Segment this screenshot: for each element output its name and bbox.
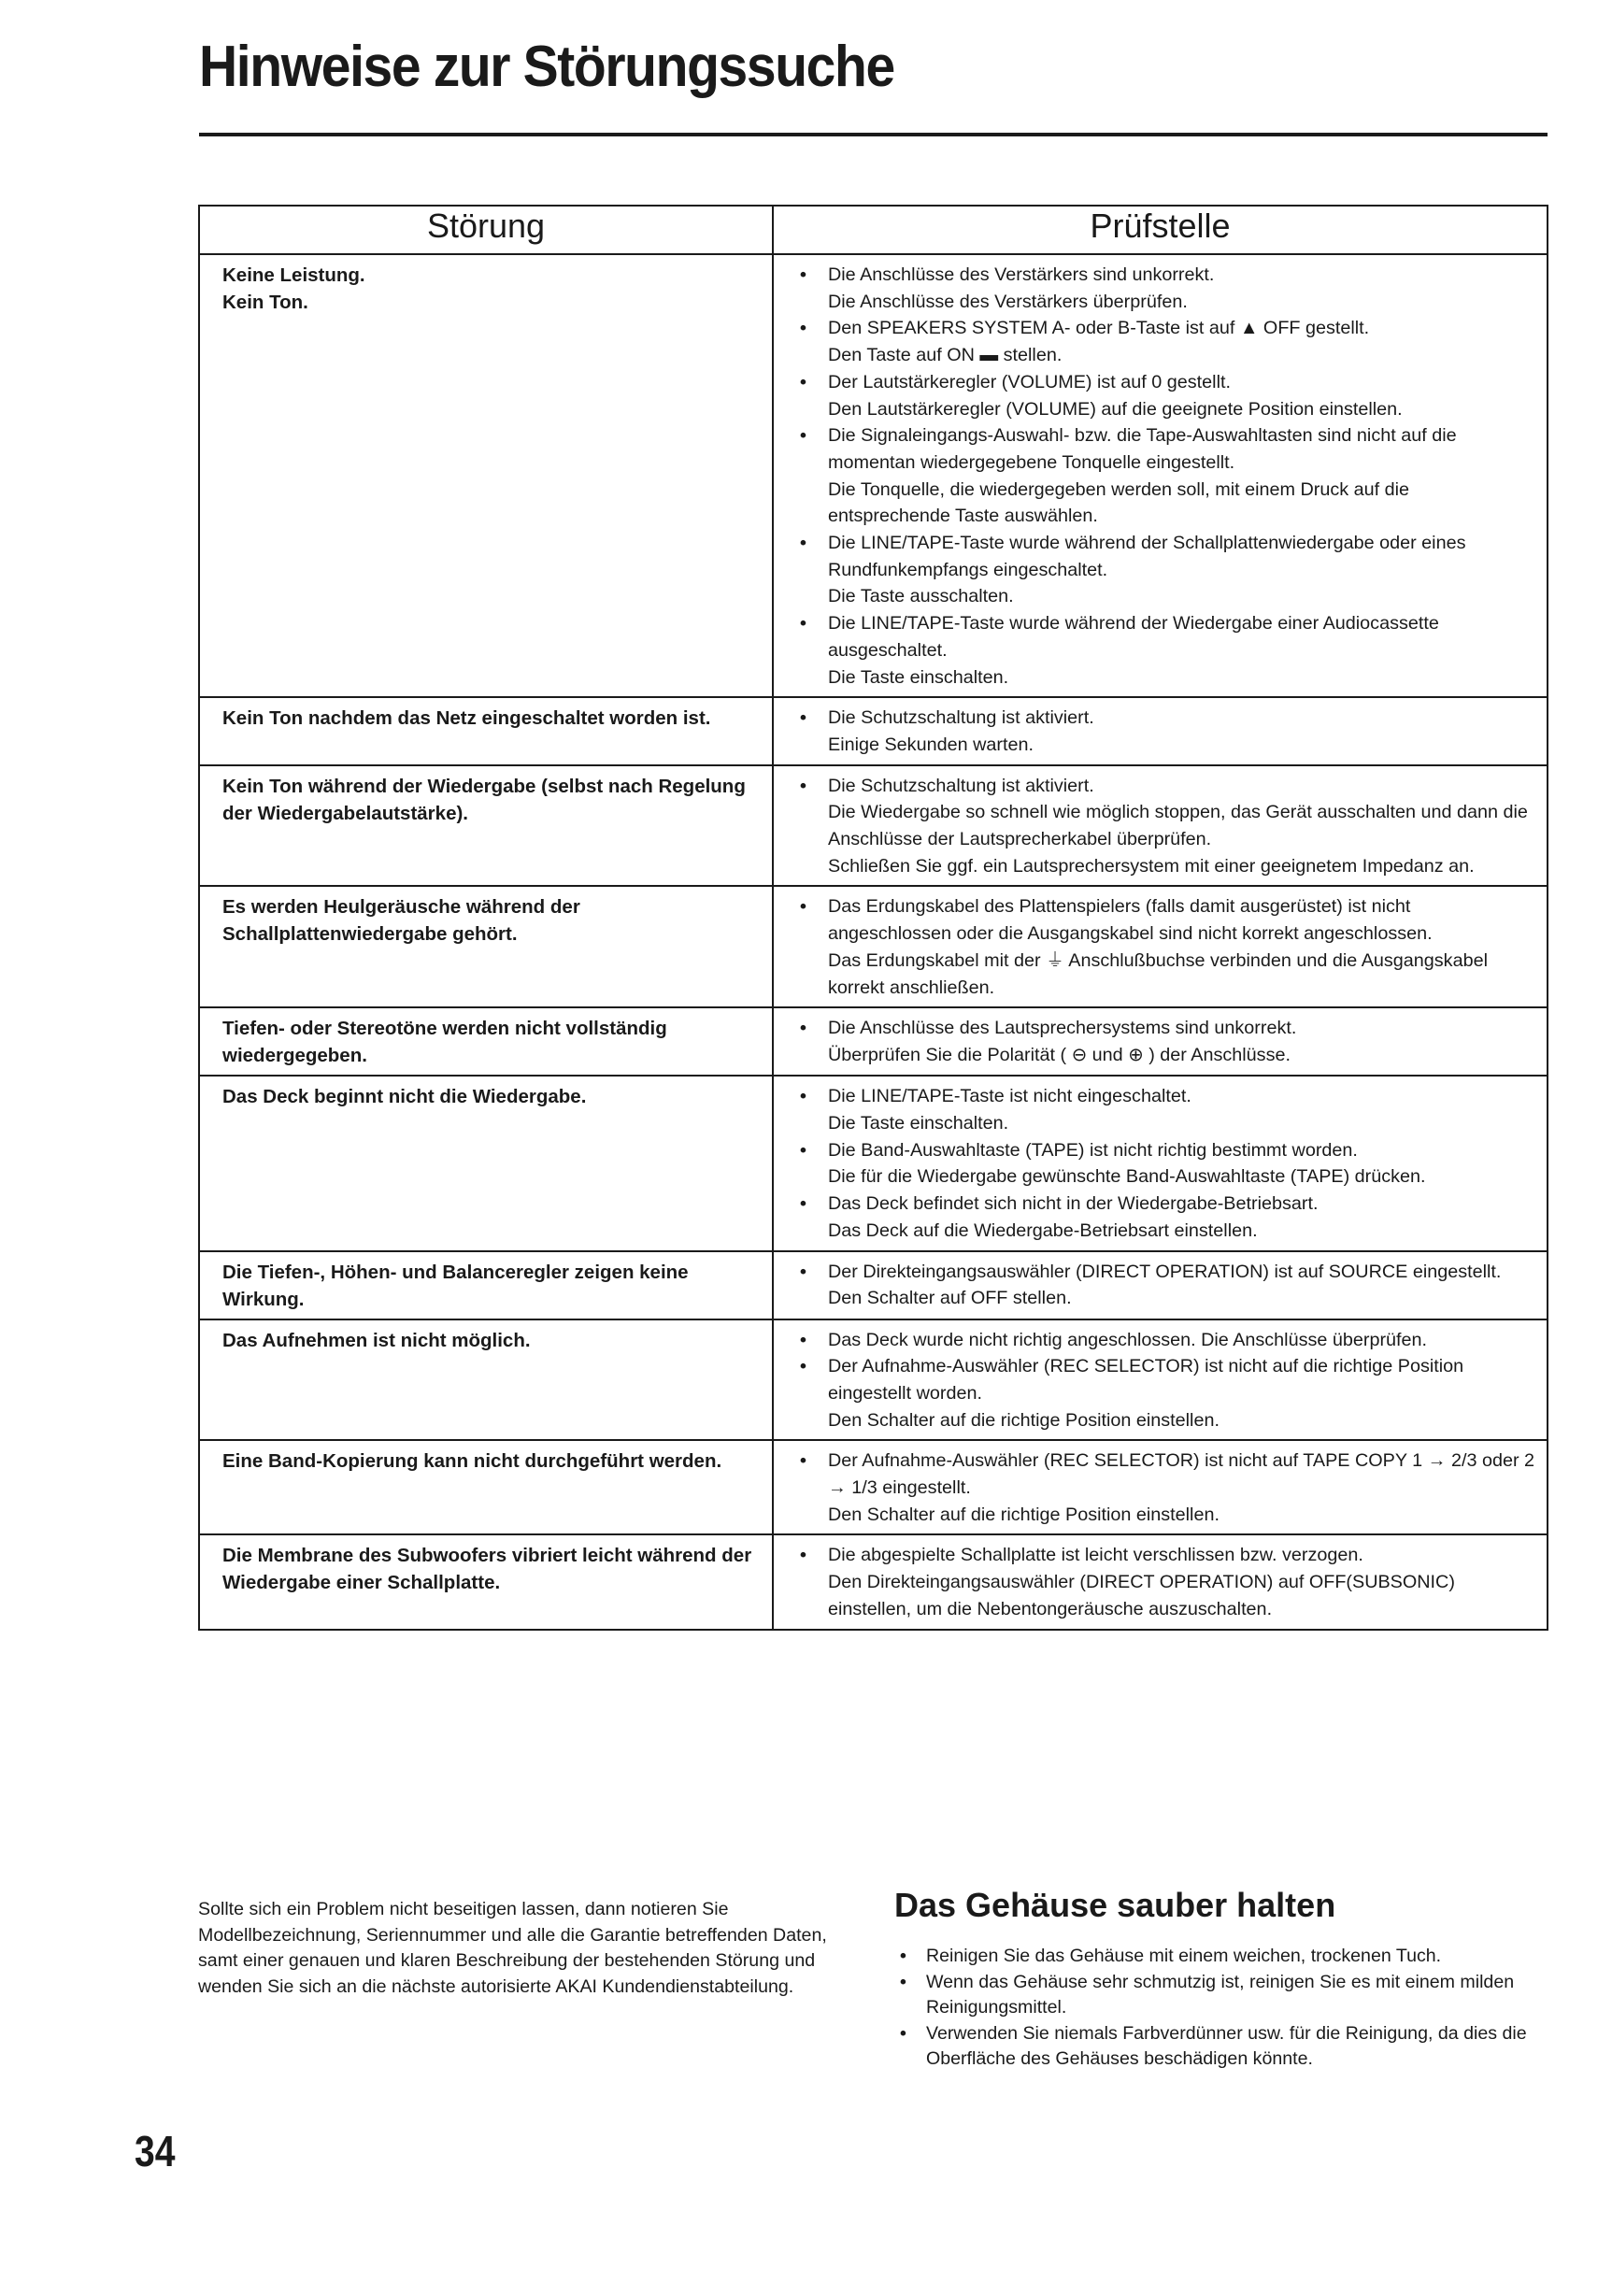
check-remedy: Die Wiedergabe so schnell wie möglich stoppen, das Gerät ausschalten und dann die Anschlüsse der Lautsprecherkabel überprüfen. Schließen Sie ggf. ein Lautsprechersystem mit einer geeignetem Impedanz an. [828,802,1528,877]
check-remedy: Überprüfen Sie die Polarität ( ⊖ und ⊕ ) der Anschlüsse. [828,1044,1291,1065]
bullet-icon: • [900,2022,906,2044]
problem-text: Es werden Heulgeräusche während der Schallplattenwiedergabe gehört. [222,896,580,946]
check-remedy: Das Erdungskabel mit der ⏚ Anschlußbuchse verbinden und die Ausgangskabel korrekt anschließen. [828,949,1488,998]
check-item [792,773,1535,880]
problem-text: Eine Band-Kopierung kann nicht durchgeführt werden. [222,1450,722,1473]
check-cell [773,1534,1548,1629]
header-check: Prüfstelle [773,206,1548,254]
header-problem: Störung [199,206,773,254]
bullet-icon: • [800,1139,806,1161]
bullet-icon: • [800,1545,806,1566]
bullet-icon: • [800,1450,806,1472]
check-item [792,1542,1535,1622]
check-cause: Die Schutzschaltung ist aktiviert. [828,707,1094,729]
bullet-icon: • [900,1971,906,1992]
problem-text: Keine Leistung. Kein Ton. [222,264,365,313]
bullet-icon: • [800,1018,806,1039]
problem-cell [199,1251,773,1319]
bullet-icon: • [800,371,806,392]
check-remedy: Den Taste auf ON ▬ stellen. [828,345,1063,366]
troubleshooting-table [198,205,1548,1631]
check-remedy: Die Taste einschalten. [828,666,1009,688]
check-item [792,1259,1535,1312]
check-item [792,1137,1535,1191]
table-row [199,1534,1548,1629]
care-list [894,1944,1548,2073]
care-item [894,1944,1548,1970]
problem-cell [199,1440,773,1534]
check-cell [773,1440,1548,1534]
check-cause: Die LINE/TAPE-Taste wurde während der Wiedergabe einer Audiocassette ausgeschaltet. [828,613,1439,661]
check-item [792,1083,1535,1136]
check-remedy: Den Direkteingangsauswähler (DIRECT OPERATION) auf OFF(SUBSONIC) einstellen, um die Nebentongeräusche auszuschalten. [828,1572,1455,1619]
check-item [792,1327,1535,1354]
bullet-icon: • [900,1946,906,1966]
page-title: Hinweise zur Störungssuche [199,35,894,99]
bullet-icon: • [800,1261,806,1282]
problem-cell [199,697,773,764]
problem-cell [199,1319,773,1441]
table-row [199,765,1548,887]
care-item-text: Verwenden Sie niemals Farbverdünner usw. für die Reinigung, da dies die Oberfläche des Gehäuses beschädigen könnte. [926,2022,1527,2069]
table-header-row [199,206,1548,254]
check-item [792,422,1535,530]
bullet-icon: • [800,1086,806,1107]
problem-text: Kein Ton während der Wiedergabe (selbst nach Regelung der Wiedergabelautstärke). [222,775,746,824]
care-item [894,1970,1548,2021]
page-number: 34 [135,2127,176,2175]
check-remedy: Die für die Wiedergabe gewünschte Band-Auswahltaste (TAPE) drücken. [828,1166,1426,1188]
check-cause: Der Direkteingangsauswähler (DIRECT OPERATION) ist auf SOURCE eingestellt. [828,1261,1502,1282]
problem-cell [199,1007,773,1076]
check-item [792,1353,1535,1433]
check-item [792,369,1535,422]
check-cause: Die Signaleingangs-Auswahl- bzw. die Tape-Auswahltasten sind nicht auf die momentan wiedergegebene Tonquelle eingestellt. [828,425,1457,473]
problem-text: Die Membrane des Subwoofers vibriert leicht während der Wiedergabe einer Schallplatte. [222,1545,752,1594]
table-row [199,1440,1548,1534]
check-cause: Die Anschlüsse des Lautsprechersystems sind unkorrekt. [828,1018,1297,1039]
check-cell [773,1007,1548,1076]
service-note: Sollte sich ein Problem nicht beseitigen lassen, dann notieren Sie Modellbezeichnung, Seriennummer und alle die Garantie betreffenden Daten, samt einer genauen und klaren Beschreibung der bestehenden Störung und wenden Sie sich an die nächste autorisierte AKAI Kundendienstabteilung. [198,1899,827,1997]
problem-cell [199,1076,773,1250]
check-cause: Die Band-Auswahltaste (TAPE) ist nicht richtig bestimmt worden. [828,1139,1358,1161]
care-item [894,2021,1548,2073]
check-cause: Das Deck befindet sich nicht in der Wiedergabe-Betriebsart. [828,1193,1319,1215]
check-cell [773,697,1548,764]
check-cell [773,765,1548,887]
check-cell [773,1076,1548,1250]
check-cause: Den SPEAKERS SYSTEM A- oder B-Taste ist auf ▲ OFF gestellt. [828,318,1370,339]
check-item [792,530,1535,610]
problem-cell [199,886,773,1007]
check-item [792,1447,1535,1528]
care-item-text: Reinigen Sie das Gehäuse mit einem weichen, trockenen Tuch. [926,1946,1442,1966]
check-cell [773,886,1548,1007]
bullet-icon: • [800,318,806,339]
problem-cell [199,254,773,697]
bullet-icon: • [800,425,806,447]
problem-cell [199,765,773,887]
check-remedy: Den Schalter auf OFF stellen. [828,1288,1072,1309]
check-item [792,262,1535,315]
bullet-icon: • [800,1193,806,1215]
table-body [199,254,1548,1630]
check-item [792,610,1535,691]
check-remedy: Die Taste einschalten. [828,1112,1009,1134]
check-remedy: Die Anschlüsse des Verstärkers überprüfen. [828,291,1188,312]
bullet-icon: • [800,1329,806,1350]
check-remedy: Den Schalter auf die richtige Position einstellen. [828,1504,1220,1525]
check-item [792,705,1535,758]
check-remedy: Einige Sekunden warten. [828,734,1034,755]
table-row [199,697,1548,764]
check-item [792,1015,1535,1068]
check-cause: Der Lautstärkeregler (VOLUME) ist auf 0 gestellt. [828,371,1231,392]
check-remedy: Den Schalter auf die richtige Position einstellen. [828,1409,1220,1431]
problem-text: Kein Ton nachdem das Netz eingeschaltet worden ist. [222,707,711,730]
problem-cell [199,1534,773,1629]
check-cell [773,1251,1548,1319]
problem-text: Tiefen- oder Stereotöne werden nicht vollständig wiedergegeben. [222,1018,667,1067]
problem-text: Das Deck beginnt nicht die Wiedergabe. [222,1086,587,1108]
check-cause: Die Anschlüsse des Verstärkers sind unkorrekt. [828,264,1215,285]
check-remedy: Das Deck auf die Wiedergabe-Betriebsart einstellen. [828,1219,1258,1241]
check-cell [773,1319,1548,1441]
bullet-icon: • [800,896,806,918]
table-row [199,886,1548,1007]
check-cause: Der Aufnahme-Auswähler (REC SELECTOR) ist nicht auf die richtige Position eingestellt worden. [828,1356,1464,1404]
table-row [199,254,1548,697]
problem-text: Die Tiefen-, Höhen- und Balanceregler zeigen keine Wirkung. [222,1261,689,1310]
check-remedy: Die Tonquelle, die wiedergegeben werden soll, mit einem Druck auf die entsprechende Taste auswählen. [828,478,1409,527]
check-cause: Die Schutzschaltung ist aktiviert. [828,775,1094,796]
check-cause: Das Deck wurde nicht richtig angeschlossen. Die Anschlüsse überprüfen. [828,1329,1428,1350]
check-item [792,893,1535,1001]
check-cause: Die LINE/TAPE-Taste ist nicht eingeschaltet. [828,1086,1191,1107]
check-cause: Das Erdungskabel des Plattenspielers (falls damit ausgerüstet) ist nicht angeschlossen oder die Ausgangskabel sind nicht korrekt angeschlossen. [828,896,1433,945]
bullet-icon: • [800,775,806,796]
check-cell [773,254,1548,697]
bullet-icon: • [800,533,806,554]
check-cause: Die abgespielte Schallplatte ist leicht verschlissen bzw. verzogen. [828,1545,1363,1566]
table-row [199,1319,1548,1441]
problem-text: Das Aufnehmen ist nicht möglich. [222,1329,531,1351]
check-cause: Der Aufnahme-Auswähler (REC SELECTOR) ist nicht auf TAPE COPY 1 → 2/3 oder 2 → 1/3 eingestellt. [828,1450,1535,1499]
table-row [199,1007,1548,1076]
bullet-icon: • [800,707,806,729]
check-cause: Die LINE/TAPE-Taste wurde während der Schallplattenwiedergabe oder eines Rundfunkempfangs eingeschaltet. [828,533,1466,580]
care-heading: Das Gehäuse sauber halten [894,1886,1336,1924]
table-row [199,1251,1548,1319]
bullet-icon: • [800,264,806,285]
bullet-icon: • [800,1356,806,1377]
bullet-icon: • [800,613,806,635]
care-item-text: Wenn das Gehäuse sehr schmutzig ist, reinigen Sie es mit einem milden Reinigungsmittel. [926,1971,1515,2018]
table-row [199,1076,1548,1250]
title-rule [199,133,1548,136]
check-remedy: Die Taste ausschalten. [828,586,1014,607]
check-item [792,315,1535,368]
check-item [792,1191,1535,1244]
check-remedy: Den Lautstärkeregler (VOLUME) auf die geeignete Position einstellen. [828,398,1403,420]
